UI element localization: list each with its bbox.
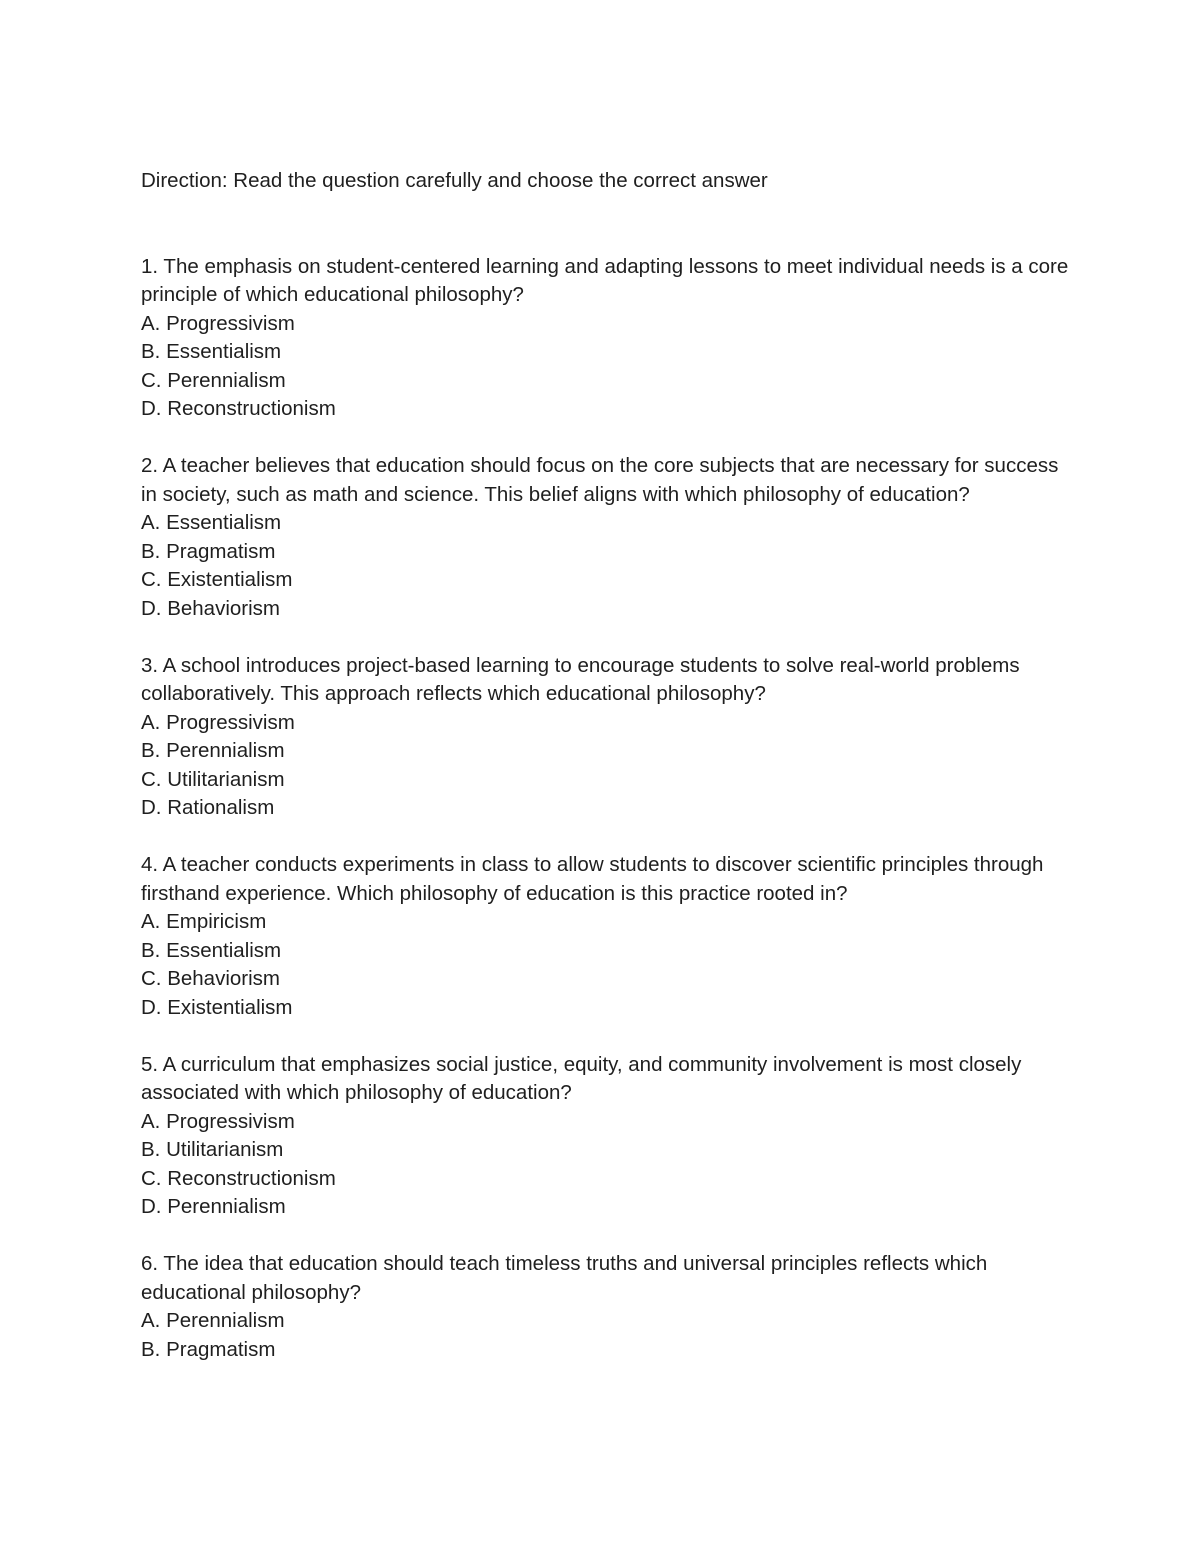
answer-option: A. Empiricism [141, 910, 267, 933]
question-text: 1. The emphasis on student-centered learning and adapting lessons to meet individual needs is a core principle of which educational philosophy? [141, 254, 1069, 306]
answer-options [141, 509, 1071, 623]
answer-option: C. Perennialism [141, 368, 286, 392]
answer-option: A. Essentialism [141, 511, 282, 534]
answer-option: B. Pragmatism [141, 539, 276, 563]
direction-text: Direction: Read the question carefully and choose the correct answer [141, 169, 768, 192]
question-6 [141, 1250, 1071, 1364]
question-2 [141, 452, 1071, 623]
answer-option: D. Perennialism [141, 1195, 286, 1218]
question-text: 2. A teacher believes that education should focus on the core subjects that are necessary for success in society, such as math and science. This belief aligns with which philosophy of education? [141, 454, 1059, 506]
answer-options [141, 709, 1071, 823]
question-text: 3. A school introduces project-based learning to encourage students to solve real-world problems collaboratively. This approach reflects which educational philosophy? [141, 653, 1020, 705]
answer-option: B. Pragmatism [141, 1337, 276, 1361]
answer-option: C. Reconstructionism [141, 1166, 336, 1190]
answer-option: A. Progressivism [141, 1109, 295, 1133]
answer-option: A. Perennialism [141, 1309, 285, 1332]
answer-options [141, 310, 1071, 424]
answer-option: C. Existentialism [141, 568, 293, 591]
question-1 [141, 253, 1071, 424]
answer-options [141, 908, 1071, 1022]
answer-option: D. Behaviorism [141, 596, 280, 620]
answer-option: B. Essentialism [141, 938, 282, 962]
question-text: 5. A curriculum that emphasizes social justice, equity, and community involvement is most closely associated with which philosophy of education? [141, 1052, 1022, 1104]
question-text: 4. A teacher conducts experiments in class to allow students to discover scientific principles through firsthand experience. Which philosophy of education is this practice rooted in? [141, 853, 1044, 905]
answer-option: D. Existentialism [141, 995, 293, 1019]
answer-option: A. Progressivism [141, 311, 295, 335]
answer-option: B. Utilitarianism [141, 1138, 284, 1161]
answer-option: C. Behaviorism [141, 967, 280, 990]
question-4 [141, 851, 1071, 1022]
answer-options [141, 1108, 1071, 1222]
answer-option: D. Rationalism [141, 796, 275, 819]
quiz-content [141, 167, 1071, 1393]
answer-option: B. Essentialism [141, 340, 282, 363]
question-3 [141, 652, 1071, 823]
answer-option: C. Utilitarianism [141, 767, 285, 791]
answer-options [141, 1307, 1071, 1364]
answer-option: A. Progressivism [141, 710, 295, 734]
answer-option: B. Perennialism [141, 739, 285, 762]
question-5 [141, 1051, 1071, 1222]
question-text: 6. The idea that education should teach timeless truths and universal principles reflects which educational philosophy? [141, 1252, 988, 1304]
answer-option: D. Reconstructionism [141, 397, 336, 420]
